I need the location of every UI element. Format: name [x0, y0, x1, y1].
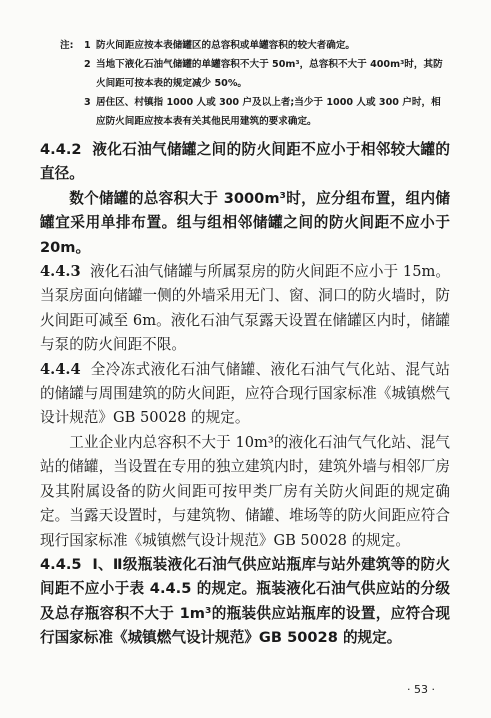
clause-text: 液化石油气储罐之间的防火间距不应小于相邻较大罐的直径。	[40, 141, 450, 183]
note-text: 居住区、村镇指 1000 人或 300 户及以上者;当少于 1000 人或 300 户时，相应防火间距应按本表有关其他民用建筑的要求确定。	[96, 97, 441, 127]
body-text	[40, 138, 450, 651]
clause-number: 4.4.4	[40, 360, 81, 378]
clause-4-4-5	[40, 553, 450, 651]
note-lead: 注:	[60, 40, 74, 51]
clause-4-4-4	[40, 358, 450, 431]
clause-text: 液化石油气储罐与所属泵房的防火间距不应小于 15m。当泵房面向储罐一侧的外墙采用无门、窗、洞口的防火墙时，防火间距可减至 6m。液化石油气泵露天设置在储罐区内时，储罐与泵的防火间距不限。	[40, 263, 450, 354]
page-number: · 53 ·	[407, 683, 435, 696]
table-notes	[60, 36, 450, 131]
clause-number: 4.4.2	[40, 141, 82, 158]
clause-number: 4.4.3	[40, 263, 81, 281]
note-text: 防火间距应按本表储罐区的总容积或单罐容积的较大者确定。	[96, 40, 356, 51]
clause-4-4-3	[40, 260, 450, 358]
clause-4-4-2	[40, 138, 450, 187]
clause-text: 数个储罐的总容积大于 3000m³时，应分组布置，组内储罐宜采用单排布置。组与组相邻储罐之间的防火间距不应小于 20m。	[40, 189, 450, 256]
note-number: 3	[84, 97, 91, 108]
clause-4-4-4-para-2	[40, 431, 450, 553]
clause-number: 4.4.5	[40, 555, 82, 573]
clause-4-4-2-para-2	[40, 187, 450, 260]
note-2	[60, 55, 450, 93]
clause-text: 工业企业内总容积不大于 10m³的液化石油气气化站、混气站的储罐，当设置在专用的独立建筑内时，建筑外墙与相邻厂房及其附属设备的防火间距可按甲类厂房有关防火间距的规定确定。当露天设置时，与建筑物、储罐、堆场等的防火间距应符合现行国家标准《城镇燃气设计规范》GB 50028 的规定。	[40, 433, 450, 549]
note-text: 当地下液化石油气储罐的单罐容积不大于 50m³，总容积不大于 400m³时，其防火间距可按本表的规定减少 50%。	[96, 59, 443, 89]
note-1	[60, 36, 450, 55]
clause-text: Ⅰ、Ⅱ级瓶装液化石油气供应站瓶库与站外建筑等的防火间距不应小于表 4.4.5 的规定。瓶装液化石油气供应站的分级及总存瓶容积不大于 1m³的瓶装供应站瓶库的设置，应符合现行国家标准《城镇燃气设计规范》GB 50028 的规定。	[40, 555, 450, 647]
note-number: 1	[84, 40, 91, 51]
clause-text: 全冷冻式液化石油气储罐、液化石油气气化站、混气站的储罐与周围建筑的防火间距，应符合现行国家标准《城镇燃气设计规范》GB 50028 的规定。	[40, 360, 450, 427]
note-3	[60, 93, 450, 131]
note-number: 2	[84, 59, 91, 70]
